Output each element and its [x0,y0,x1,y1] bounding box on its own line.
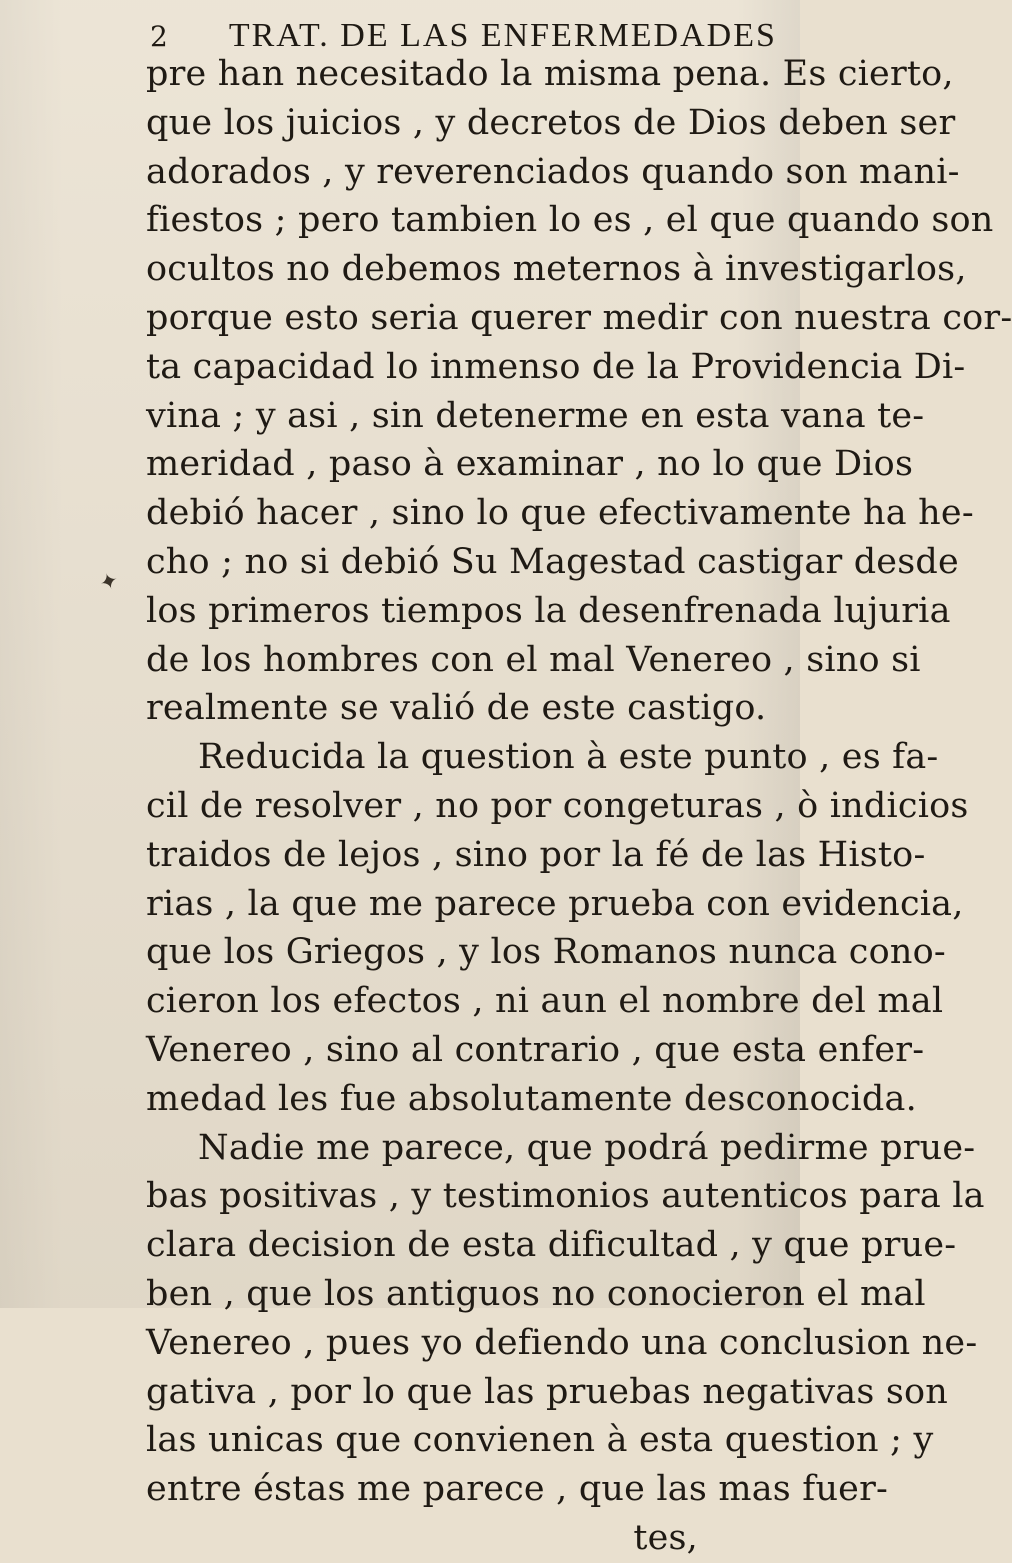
text-line: realmente se valió de este castigo. [146,688,767,729]
text-line: los primeros tiempos la desenfrenada lujuria [146,590,951,631]
running-title: TRAT. DE LAS ENFERMEDADES [228,17,777,54]
page-number: 2 [150,19,169,53]
catchword: tes, [633,1517,698,1558]
text-line: vina ; y asi , sin detenerme en esta vana te- [146,395,925,436]
text-line: ta capacidad lo inmenso de la Providencia Di- [146,346,966,387]
text-line: bas positivas , y testimonios autenticos para la [146,1176,985,1217]
paragraph-start-line: Reducida la question à este punto , es fa- [198,737,939,778]
text-line: Venereo , pues yo defiendo una conclusion ne- [146,1322,978,1363]
text-line: debió hacer , sino lo que efectivamente ha he- [146,493,974,534]
text-line: clara decision de esta dificultad , y que prue- [146,1225,957,1266]
text-line: meridad , paso à examinar , no lo que Dios [146,444,914,485]
text-line: rias , la que me parece prueba con evidencia, [146,883,964,924]
margin-mark: ✦ [96,567,122,598]
text-line: adorados , y reverenciados quando son mani- [146,151,960,192]
paragraph-start-line: Nadie me parece, que podrá pedirme prue- [198,1127,976,1168]
text-line: cil de resolver , no por congeturas , ò indicios [146,785,969,826]
text-line: fiestos ; pero tambien lo es , el que quando son [146,200,994,241]
text-line: de los hombres con el mal Venereo , sino si [146,639,921,680]
text-line: que los juicios , y decretos de Dios deben ser [146,102,956,143]
text-line: medad les fue absolutamente desconocida. [146,1078,917,1119]
text-line: que los Griegos , y los Romanos nunca cono- [146,932,946,973]
text-line: entre éstas me parece , que las mas fuer- [146,1469,889,1510]
text-line: las unicas que convienen à esta question ; y [146,1420,934,1461]
text-line: Venereo , sino al contrario , que esta enfer- [146,1029,925,1070]
text-line: porque esto seria querer medir con nuestra cor- [146,297,1012,338]
text-line: cho ; no si debió Su Magestad castigar desde [146,541,959,582]
text-line: cieron los efectos , ni aun el nombre del mal [146,981,944,1022]
text-line: traidos de lejos , sino por la fé de las Histo- [146,834,926,875]
text-line: ocultos no debemos meternos à investigarlos, [146,249,967,290]
text-line: gativa , por lo que las pruebas negativas son [146,1371,949,1412]
text-line: ben , que los antiguos no conocieron el mal [146,1273,926,1314]
text-line: pre han necesitado la misma pena. Es cierto, [146,54,954,94]
body-text [146,50,1012,1563]
